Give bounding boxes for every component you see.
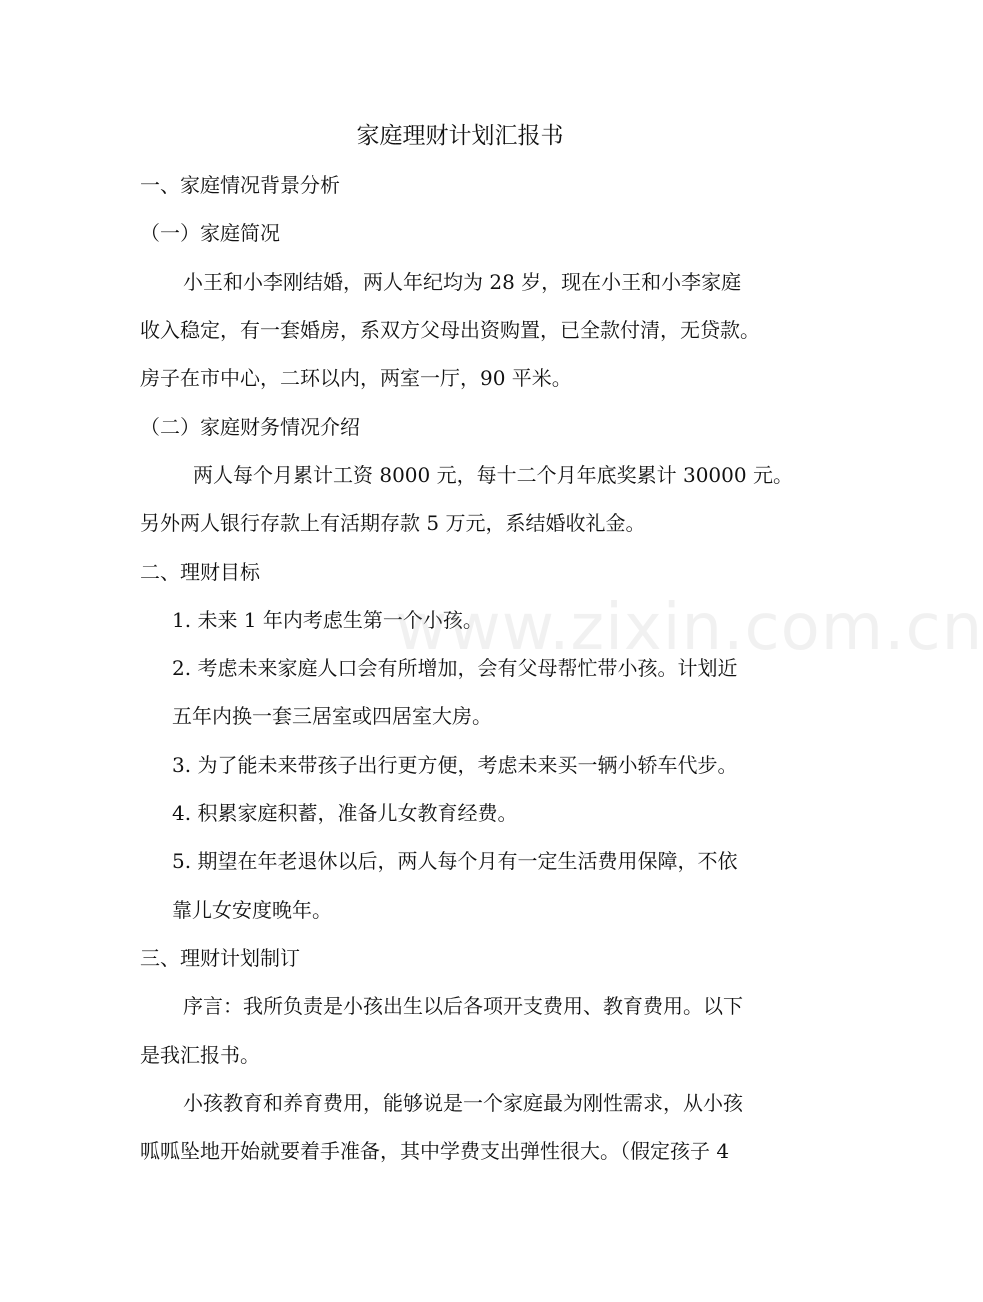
paragraph-line: 两人每个月累计工资 8000 元，每十二个月年底奖累计 30000 元。: [193, 463, 793, 487]
list-item: 4. 积累家庭积蓄，准备儿女教育经费。: [172, 801, 518, 825]
list-item: 1. 未来 1 年内考虑生第一个小孩。: [172, 608, 483, 632]
document-title: 家庭理财计划汇报书: [356, 123, 564, 149]
paragraph-line: 是我汇报书。: [140, 1043, 260, 1067]
section-3-heading: 三、理财计划制订: [140, 946, 300, 970]
paragraph-line: 呱呱坠地开始就要着手准备，其中学费支出弹性很大。（假定孩子 4: [140, 1139, 730, 1163]
subsection-2-heading: （二）家庭财务情况介绍: [140, 415, 360, 439]
paragraph-line: 房子在市中心，二环以内，两室一厅，90 平米。: [140, 366, 572, 390]
list-item-continuation: 靠儿女安度晚年。: [172, 898, 332, 922]
subsection-1-heading: （一）家庭简况: [140, 221, 280, 245]
section-2-heading: 二、理财目标: [140, 560, 260, 584]
paragraph-line: 序言：我所负责是小孩出生以后各项开支费用、教育费用。以下: [183, 994, 743, 1018]
section-1-heading: 一、家庭情况背景分析: [140, 173, 340, 197]
paragraph-line: 小孩教育和养育费用，能够说是一个家庭最为刚性需求，从小孩: [183, 1091, 743, 1115]
watermark: www.zixin.com.cn: [395, 591, 983, 665]
paragraph-line: 收入稳定，有一套婚房，系双方父母出资购置，已全款付清，无贷款。: [140, 318, 760, 342]
list-item: 3. 为了能未来带孩子出行更方便，考虑未来买一辆小轿车代步。: [172, 753, 738, 777]
paragraph-line: 另外两人银行存款上有活期存款 5 万元，系结婚收礼金。: [140, 511, 646, 535]
list-item: 2. 考虑未来家庭人口会有所增加，会有父母帮忙带小孩。计划近: [172, 656, 738, 680]
list-item: 5. 期望在年老退休以后，两人每个月有一定生活费用保障，不依: [172, 849, 738, 873]
list-item-continuation: 五年内换一套三居室或四居室大房。: [172, 704, 492, 728]
paragraph-line: 小王和小李刚结婚，两人年纪均为 28 岁，现在小王和小李家庭: [183, 270, 742, 294]
